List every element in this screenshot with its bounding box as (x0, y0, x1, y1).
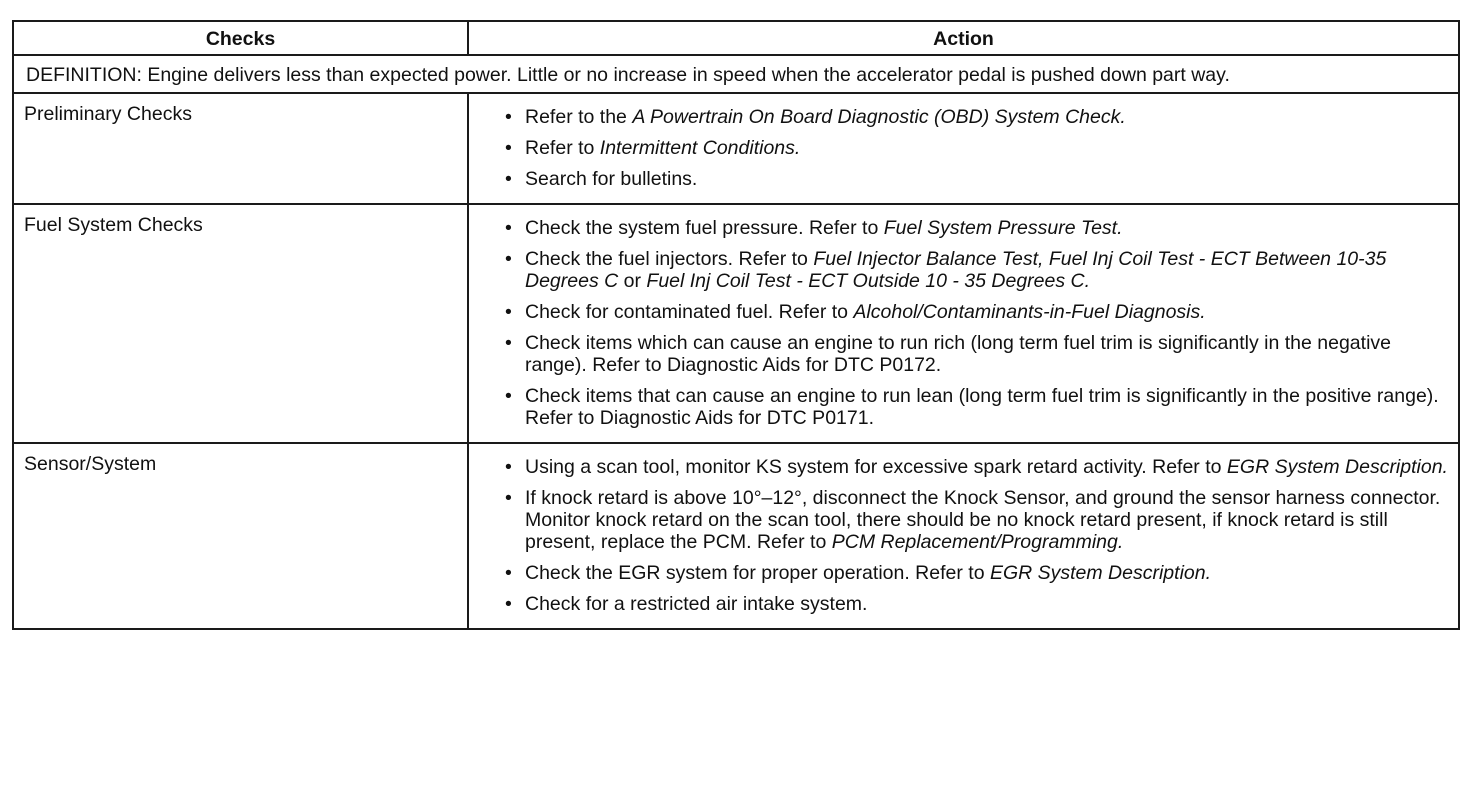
check-name: Preliminary Checks (13, 93, 468, 204)
check-name: Sensor/System (13, 443, 468, 629)
list-item (503, 385, 1450, 429)
reference-link: EGR System Description. (1226, 456, 1448, 478)
action-list (503, 217, 1450, 429)
checks-column-header: Checks (13, 21, 468, 55)
action-list (503, 106, 1450, 190)
reference-link: Fuel Injector Balance Test, Fuel Inj Coil Test - ECT Between 10-35 Degrees C (525, 248, 1387, 292)
action-text: Using a scan tool, monitor KS system for excessive spark retard activity. Refer to (525, 456, 1227, 478)
action-text: Check the EGR system for proper operation. Refer to (525, 562, 990, 584)
action-text: Search for bulletins. (525, 168, 698, 190)
action-list (503, 456, 1450, 615)
table-row (13, 93, 1459, 204)
reference-link: Fuel Inj Coil Test - ECT Outside 10 - 35 Degrees C. (646, 270, 1091, 292)
action-text: Check items which can cause an engine to run rich (long term fuel trim is significantly in the negative range). Refer to Diagnostic Aids for DTC P0172. (525, 332, 1391, 376)
reference-link: A Powertrain On Board Diagnostic (OBD) System Check. (632, 106, 1126, 128)
action-text: Refer to the (525, 106, 633, 128)
action-text: If knock retard is above 10°–12°, disconnect the Knock Sensor, and ground the sensor harness connector. Monitor knock retard on the scan tool, there should be no knock retard present, if knock retard is still present, replace the PCM. Refer to (525, 487, 1441, 553)
reference-link: Intermittent Conditions. (599, 137, 801, 159)
reference-link: EGR System Description. (989, 562, 1212, 584)
action-text: Check for contaminated fuel. Refer to (525, 301, 854, 323)
list-item (503, 487, 1450, 553)
table-header-row (13, 21, 1459, 55)
action-cell (468, 443, 1459, 629)
table-row (13, 204, 1459, 443)
action-text: Check for a restricted air intake system. (525, 593, 868, 615)
table-row (13, 443, 1459, 629)
list-item (503, 456, 1450, 478)
reference-link: PCM Replacement/Programming. (831, 531, 1124, 553)
list-item (503, 137, 1450, 159)
action-cell (468, 204, 1459, 443)
list-item (503, 217, 1450, 239)
list-item (503, 562, 1450, 584)
action-text: Check the system fuel pressure. Refer to (525, 217, 884, 239)
action-text: or (618, 270, 647, 292)
action-cell (468, 93, 1459, 204)
action-text: Check the fuel injectors. Refer to (525, 248, 814, 270)
list-item (503, 593, 1450, 615)
reference-link: Fuel System Pressure Test. (883, 217, 1123, 239)
diagnostic-table-page (12, 20, 1458, 630)
list-item (503, 301, 1450, 323)
list-item (503, 106, 1450, 128)
definition-row (13, 55, 1459, 93)
reference-link: Alcohol/Contaminants-in-Fuel Diagnosis. (853, 301, 1206, 323)
action-text: Refer to (525, 137, 600, 159)
diagnostic-table (12, 20, 1460, 630)
list-item (503, 332, 1450, 376)
action-column-header: Action (468, 21, 1459, 55)
action-text: Check items that can cause an engine to run lean (long term fuel trim is significantly in the positive range). Refer to Diagnostic Aids for DTC P0171. (525, 385, 1439, 429)
definition-text: DEFINITION: Engine delivers less than expected power. Little or no increase in speed when the accelerator pedal is pushed down part way. (13, 55, 1459, 93)
list-item (503, 168, 1450, 190)
check-name: Fuel System Checks (13, 204, 468, 443)
list-item (503, 248, 1450, 292)
